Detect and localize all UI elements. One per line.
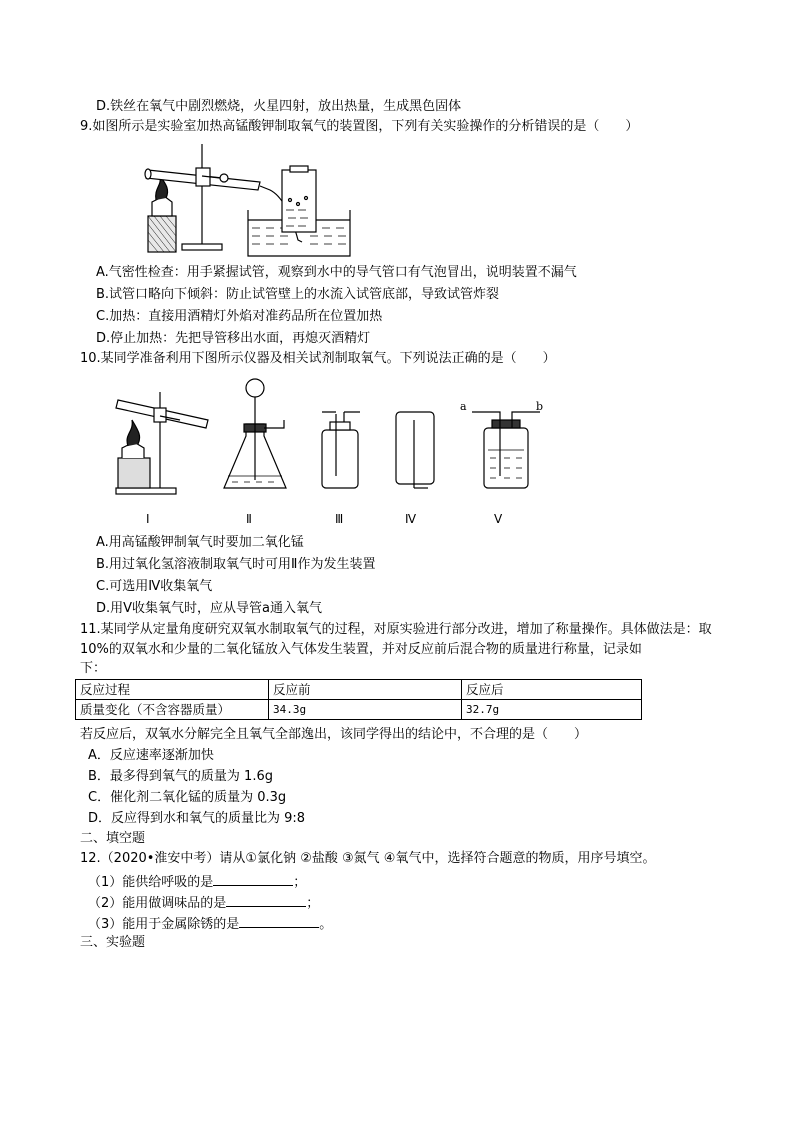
section-heading-fill-in: 二、填空题 — [80, 831, 146, 846]
q9-option-b: B.试管口略向下倾斜：防止试管壁上的水流入试管底部，导致试管炸裂 — [96, 287, 500, 302]
section-heading-experiment: 三、实验题 — [80, 935, 146, 950]
q9-option-d: D.停止加热：先把导管移出水面，再熄灭酒精灯 — [96, 331, 371, 346]
q9-option-a: A.气密性检查：用手紧握试管，观察到水中的导气管口有气泡冒出，说明装置不漏气 — [96, 265, 577, 280]
q8-option-d: D.铁丝在氧气中剧烈燃烧，火星四射，放出热量，生成黑色固体 — [96, 99, 462, 114]
q12-item-3 — [88, 913, 332, 934]
q12-item-2 — [88, 892, 319, 913]
table-header-cell: 反应过程 — [76, 680, 269, 700]
q12-item-2-end: ； — [306, 896, 320, 911]
q12-item-1 — [88, 871, 306, 892]
q9-option-c: C.加热：直接用酒精灯外焰对准药品所在位置加热 — [96, 309, 383, 324]
q12-stem: 12.（2020•淮安中考）请从①氯化钠 ②盐酸 ③氮气 ④氧气中，选择符合题意的物质，用序号填空。 — [80, 851, 656, 866]
answer-blank-2[interactable] — [226, 892, 306, 907]
q12-item-2-text: （2）能用做调味品的是 — [88, 896, 227, 911]
q10-option-c: C.可选用Ⅳ收集氧气 — [96, 579, 213, 594]
table-header-cell: 反应后 — [462, 680, 642, 700]
q11-option-a: A．反应速率逐渐加快 — [88, 748, 214, 763]
table-row — [76, 700, 642, 720]
q11-option-d: D．反应得到水和氧气的质量比为 9:8 — [88, 811, 306, 826]
q11-stem-line1: 11.某同学从定量角度研究双氧水制取氧气的过程，对原实验进行部分改进，增加了称量操作。具体做法是：取 10%的双氧水和少量的二氧化锰放入气体发生装置，并对反应前后混合物的质量进行称量，记录如 — [80, 622, 712, 657]
tube-label-a: a — [460, 400, 467, 413]
q12-item-3-end: 。 — [319, 917, 333, 932]
q11-mass-table — [75, 679, 642, 720]
table-header-cell: 反应前 — [269, 680, 462, 700]
table-header-row — [76, 680, 642, 700]
q12-item-3-text: （3）能用于金属除锈的是 — [88, 917, 240, 932]
q9-stem: 9.如图所示是实验室加热高锰酸钾制取氧气的装置图，下列有关实验操作的分析错误的是（ ） — [80, 119, 639, 134]
q12-item-1-text: （1）能供给呼吸的是 — [88, 875, 214, 890]
q10-apparatus-figure — [108, 372, 558, 502]
table-cell: 34.3g — [269, 700, 462, 720]
apparatus-label-3: Ⅲ — [335, 512, 344, 526]
answer-blank-3[interactable] — [239, 913, 319, 928]
q10-option-d: D.用Ⅴ收集氧气时，应从导管a通入氧气 — [96, 601, 323, 616]
apparatus-label-4: Ⅳ — [405, 512, 417, 526]
apparatus-label-2: Ⅱ — [246, 512, 252, 526]
table-cell: 32.7g — [462, 700, 642, 720]
apparatus-label-1: Ⅰ — [146, 512, 150, 526]
q10-option-b: B.用过氧化氢溶液制取氧气时可用Ⅱ作为发生装置 — [96, 557, 376, 572]
q11-stem-line2: 下： — [80, 661, 107, 676]
q11-option-c: C．催化剂二氧化锰的质量为 0.3g — [88, 790, 287, 805]
q12-item-1-end: ； — [293, 875, 307, 890]
q10-option-a: A.用高锰酸钾制氧气时要加二氧化锰 — [96, 535, 304, 550]
tube-label-b: b — [536, 400, 544, 413]
q10-stem: 10.某同学准备利用下图所示仪器及相关试剂制取氧气。下列说法正确的是（ ） — [80, 351, 556, 366]
table-cell: 质量变化（不含容器质量） — [76, 700, 269, 720]
q9-apparatus-figure — [140, 140, 355, 260]
q11-followup: 若反应后，双氧水分解完全且氧气全部逸出，该同学得出的结论中，不合理的是（ ） — [80, 727, 588, 742]
q11-option-b: B．最多得到氧气的质量为 1.6g — [88, 769, 273, 784]
apparatus-label-5: Ⅴ — [494, 512, 503, 526]
answer-blank-1[interactable] — [213, 871, 293, 886]
